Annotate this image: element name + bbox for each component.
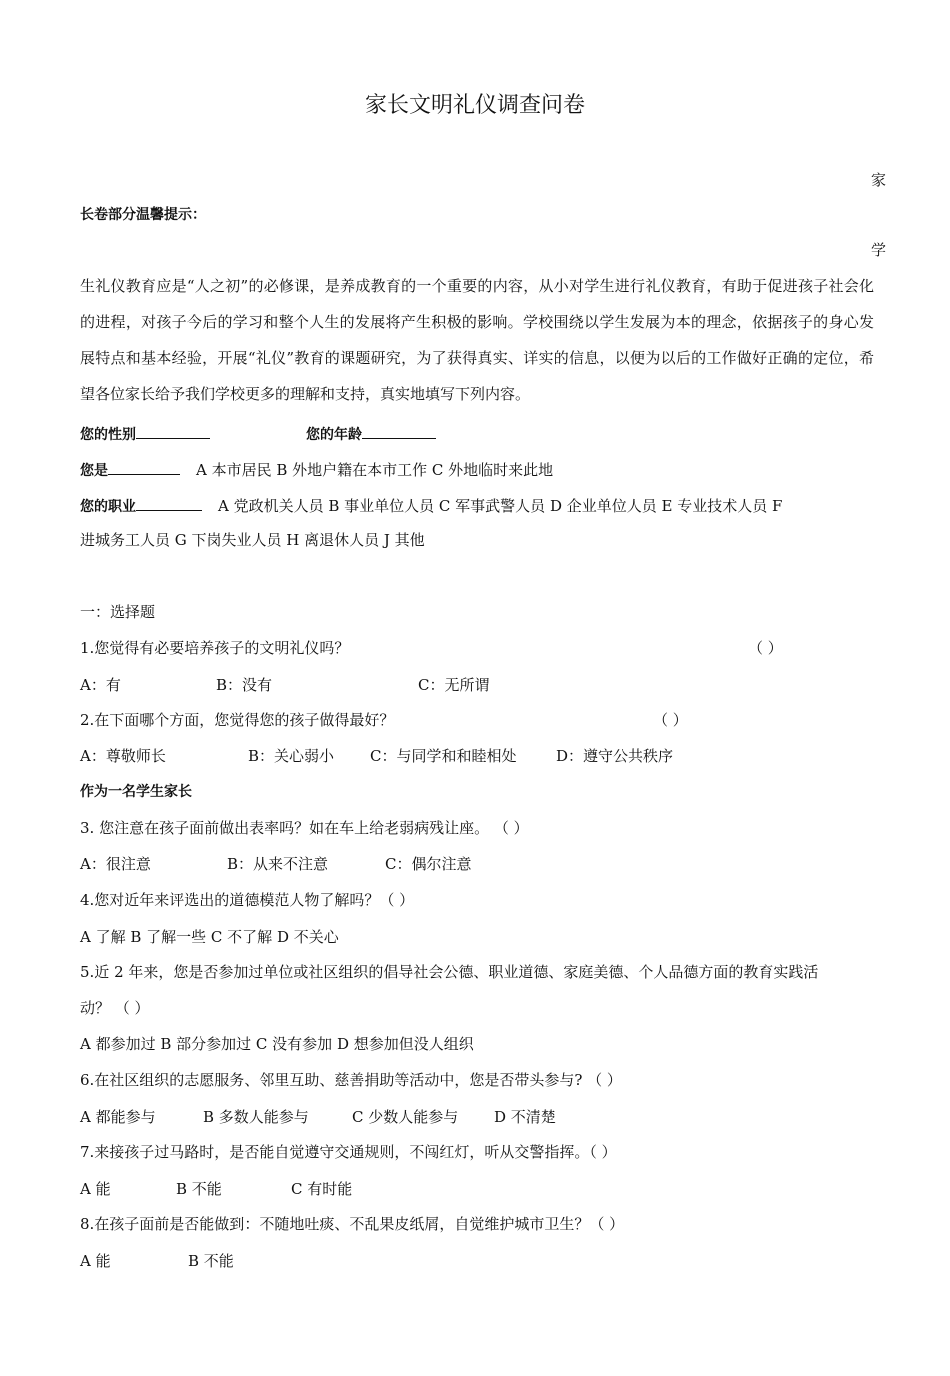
question-1: 1.您觉得有必要培养孩子的文明礼仪吗？	[80, 639, 350, 657]
status-blank[interactable]	[108, 458, 180, 475]
q6-option-a: A 都能参与	[80, 1108, 156, 1126]
question-5-line-1: 5.近 2 年来，您是否参加过单位或社区组织的倡导社会公德、职业道德、家庭美德、个人品德方面的教育实践活	[80, 963, 819, 981]
question-5-line-2: 动？ （ ）	[80, 999, 150, 1017]
q6-option-b: B 多数人能参与	[203, 1108, 309, 1126]
q1-option-c: C：无所谓	[418, 676, 490, 694]
q2-option-b: B：关心弱小	[248, 747, 335, 765]
job-row	[80, 494, 782, 517]
q8-option-b: B 不能	[188, 1252, 234, 1270]
q2-option-a: A：尊敬师长	[80, 747, 166, 765]
notice-body: 生礼仪教育应是“人之初”的必修课，是养成教育的一个重要的内容，从小对学生进行礼仪教育，有助于促进孩子社会化的进程，对孩子今后的学习和整个人生的发展将产生积极的影响。学校围绕以学生发展为本的理念，依据孩子的身心发展特点和基本经验，开展“礼仪”教育的课题研究，为了获得真实、详实的信息，以便为以后的工作做好正确的定位，希望各位家长给予我们学校更多的理解和支持，真实地填写下列内容。	[80, 277, 874, 403]
q6-option-c: C 少数人能参与	[352, 1108, 459, 1126]
q5-options: A 都参加过 B 部分参加过 C 没有参加 D 想参加但没人组织	[80, 1035, 474, 1053]
q1-option-b: B：没有	[216, 676, 273, 694]
question-6: 6.在社区组织的志愿服务、邻里互助、慈善捐助等活动中，您是否带头参与? （ ）	[80, 1071, 622, 1089]
job-options-2: 进城务工人员 G 下岗失业人员 H 离退休人员 J 其他	[80, 531, 425, 549]
q3-option-a: A：很注意	[80, 855, 151, 873]
gender-label	[80, 422, 210, 445]
document-title: 家长文明礼仪调查问卷	[364, 93, 585, 118]
question-8: 8.在孩子面前是否能做到：不随地吐痰、不乱果皮纸屑，自觉维护城市卫生？（ ）	[80, 1215, 625, 1233]
q2-option-c: C：与同学和和睦相处	[370, 747, 517, 765]
gender-blank[interactable]	[136, 422, 210, 439]
question-7: 7.来接孩子过马路时，是否能自觉遵守交通规则，不闯红灯，听从交警指挥。（ ）	[80, 1143, 617, 1161]
job-label: 您的职业	[80, 499, 136, 515]
q1-option-a: A：有	[80, 676, 121, 694]
age-blank[interactable]	[362, 422, 436, 439]
parent-heading: 作为一名学生家长	[80, 784, 192, 800]
section-title: 一：选择题	[80, 603, 156, 621]
job-options-1: A 党政机关人员 B 事业单位人员 C 军事武警人员 D 企业单位人员 E 专业技术人员 F	[218, 497, 783, 515]
notice-fragment-1: 家	[870, 171, 886, 189]
age-label-text: 您的年龄	[306, 427, 362, 443]
notice-heading: 长卷部分温馨提示：	[80, 207, 206, 223]
q8-option-a: A 能	[80, 1252, 111, 1270]
question-4: 4.您对近年来评选出的道德模范人物了解吗？（ ）	[80, 891, 415, 909]
q7-option-c: C 有时能	[291, 1180, 353, 1198]
job-blank[interactable]	[136, 494, 202, 511]
q2-option-d: D：遵守公共秩序	[556, 747, 674, 765]
age-label	[306, 422, 436, 445]
q6-option-d: D 不清楚	[494, 1108, 556, 1126]
question-2: 2.在下面哪个方面，您觉得您的孩子做得最好？	[80, 711, 395, 729]
notice-fragment-2: 学	[870, 241, 886, 259]
status-row	[80, 458, 553, 481]
q4-options: A 了解 B 了解一些 C 不了解 D 不关心	[80, 928, 339, 946]
status-options: A 本市居民 B 外地户籍在本市工作 C 外地临时来此地	[196, 461, 554, 479]
gender-label-text: 您的性别	[80, 427, 136, 443]
status-label: 您是	[80, 463, 108, 479]
question-2-answer-paren: （ ）	[653, 711, 688, 729]
question-1-answer-paren: （ ）	[748, 639, 783, 657]
question-3: 3. 您注意在孩子面前做出表率吗？如在车上给老弱病残让座。 （ ）	[80, 819, 529, 837]
q7-option-b: B 不能	[176, 1180, 222, 1198]
q3-option-b: B：从来不注意	[227, 855, 329, 873]
q7-option-a: A 能	[80, 1180, 111, 1198]
q3-option-c: C：偶尔注意	[385, 855, 472, 873]
